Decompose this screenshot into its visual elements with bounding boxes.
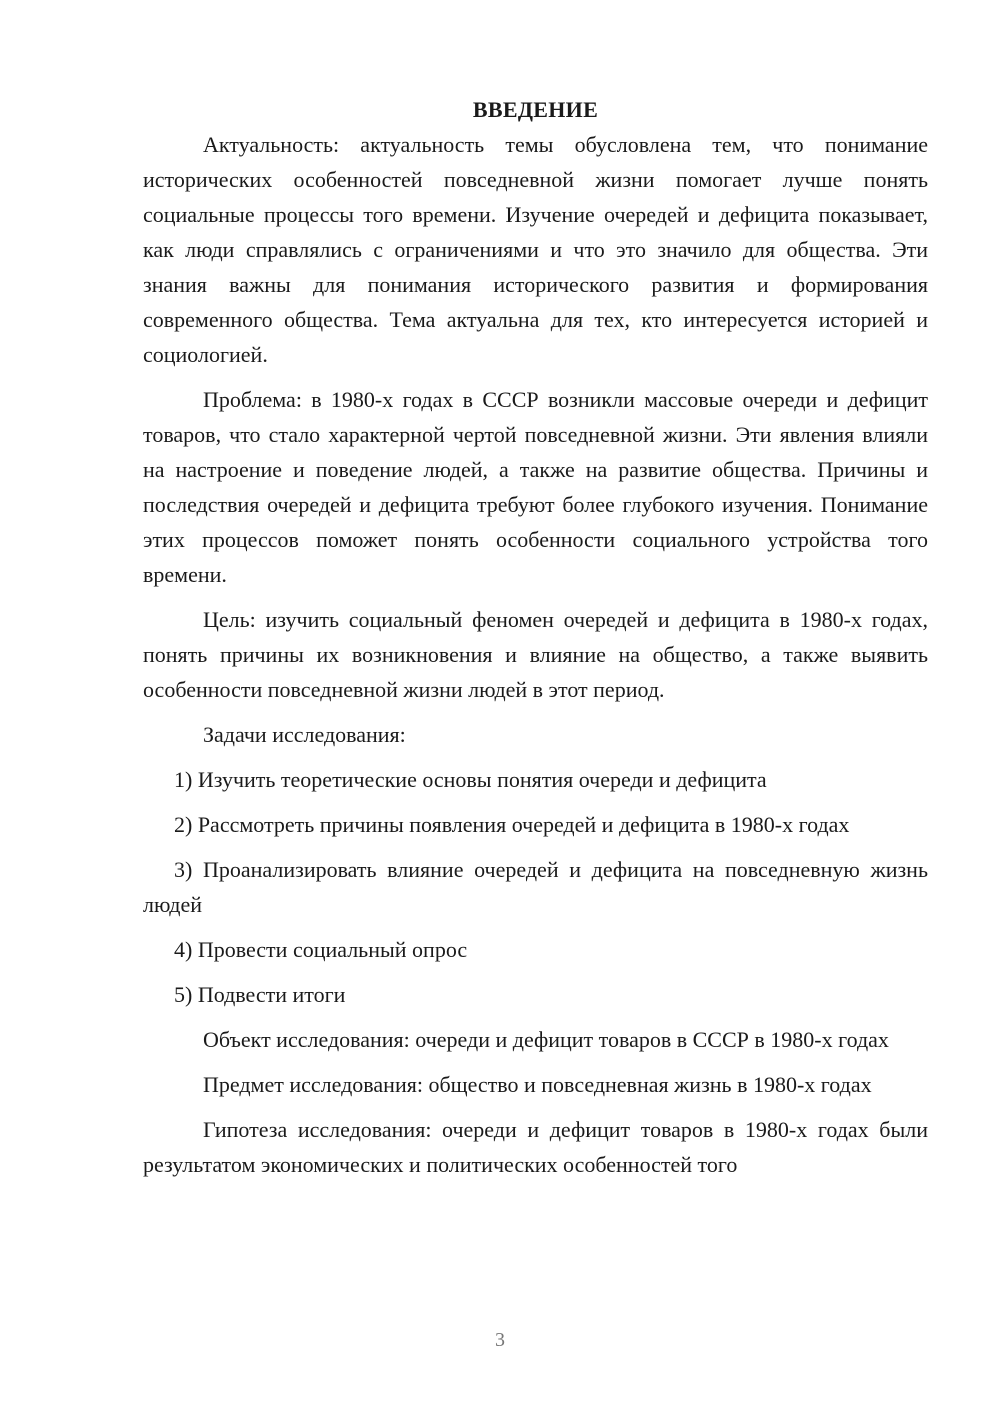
list-item: 3) Проанализировать влияние очередей и дефицита на повседневную жизнь людей — [143, 857, 928, 917]
page-number: 3 — [495, 1329, 505, 1351]
paragraph-object: Объект исследования: очереди и дефицит товаров в СССР в 1980-х годах — [203, 1027, 889, 1052]
paragraph-relevance: Актуальность: актуальность темы обусловлена тем, что понимание исторических особенностей повседневной жизни помогает лучше понять социальные процессы того времени. Изучение очередей и дефицита показывает, как люди справлялись с ограничениями и что это значило для общества. Эти знания важны для понимания исторического развития и формирования современного общества. Тема актуальна для тех, кто интересуется историей и социологией. — [143, 132, 928, 367]
list-item: 5) Подвести итоги — [174, 982, 346, 1007]
paragraph-goal: Цель: изучить социальный феномен очередей и дефицита в 1980-х годах, понять причины их возникновения и влияние на общество, а также выявить особенности повседневной жизни людей в этот период. — [143, 607, 928, 702]
document-page — [143, 92, 928, 1192]
list-item: 4) Провести социальный опрос — [174, 937, 468, 962]
paragraph-tasks-title: Задачи исследования: — [203, 722, 406, 747]
paragraph-problem: Проблема: в 1980-х годах в СССР возникли массовые очереди и дефицит товаров, что стало характерной чертой повседневной жизни. Эти явления влияли на настроение и поведение людей, а также на развитие общества. Причины и последствия очередей и дефицита требуют более глубокого изучения. Понимание этих процессов поможет понять особенности социального устройства того времени. — [143, 387, 928, 587]
paragraph-hypothesis: Гипотеза исследования: очереди и дефицит товаров в 1980-х годах были результатом экономических и политических особенностей того — [143, 1117, 928, 1177]
paragraph-subject: Предмет исследования: общество и повседневная жизнь в 1980-х годах — [203, 1072, 872, 1097]
list-item: 1) Изучить теоретические основы понятия очереди и дефицита — [174, 767, 767, 792]
page-title: ВВЕДЕНИЕ — [472, 97, 599, 122]
tasks-list — [143, 762, 928, 1012]
list-item: 2) Рассмотреть причины появления очередей и дефицита в 1980-х годах — [174, 812, 850, 837]
